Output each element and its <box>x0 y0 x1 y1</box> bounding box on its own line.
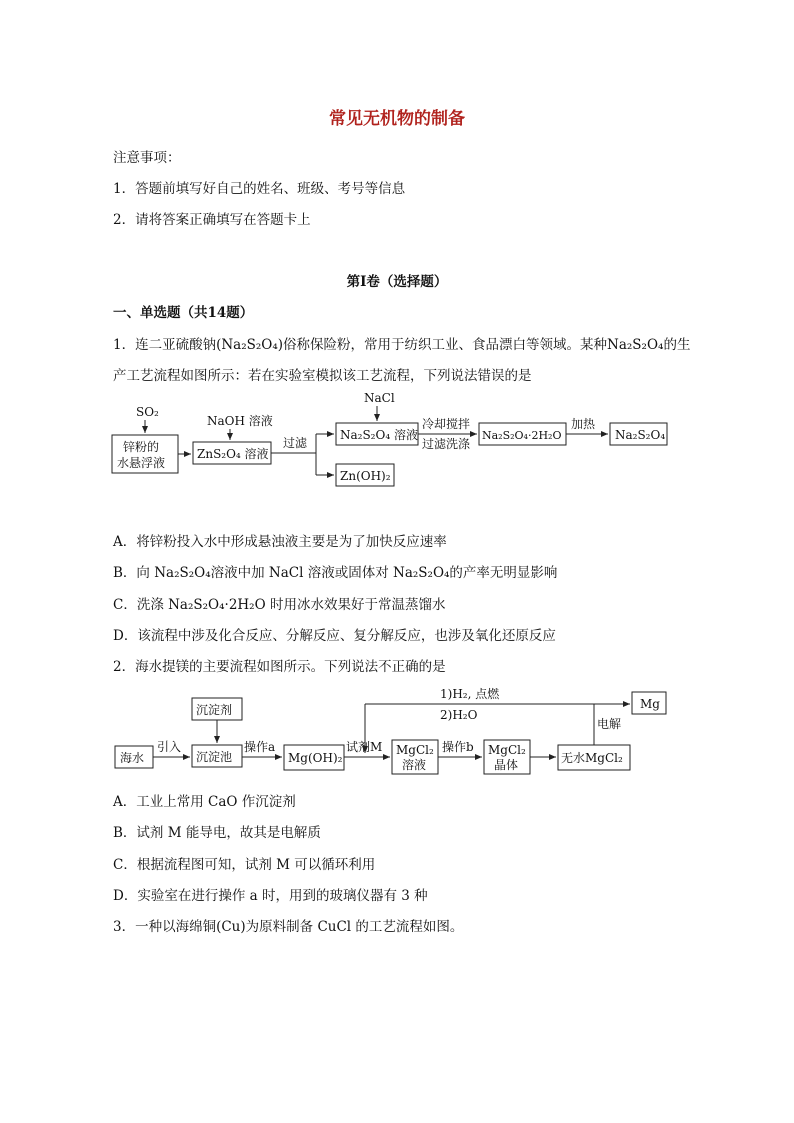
q2-electrolysis-label: 电解 <box>597 717 622 731</box>
q1-cool-l1: 冷却搅拌 <box>422 417 471 431</box>
q1-box-na2s2o4-sol-text: Na₂S₂O₄ 溶液 <box>340 428 418 442</box>
q1-stem-line1: 1．连二亚硫酸钠(Na₂S₂O₄)俗称保险粉，常用于纺织工业、食品漂白等领域。某种Na₂S₂O₄的生 <box>113 337 691 353</box>
q1-box-zinc-l1: 锌粉的 <box>123 440 160 454</box>
q2-mgcl2-sol-l1: MgCl₂ <box>396 743 434 757</box>
q2-op-b-label: 操作b <box>442 740 474 754</box>
q1-option-a: A．将锌粉投入水中形成悬浊液主要是为了加快反应速率 <box>113 534 447 550</box>
q1-box-zinc-l2: 水悬浮液 <box>117 456 166 470</box>
q1-filter-label: 过滤 <box>283 436 308 450</box>
part-heading: 一、单选题（共14题） <box>113 305 254 321</box>
q2-mgcl2-cry-l2: 晶体 <box>494 758 519 772</box>
q2-option-b: B．试剂 M 能导电，故其是电解质 <box>113 825 321 841</box>
q2-option-d: D．实验室在进行操作 a 时，用到的玻璃仪器有 3 种 <box>113 888 428 904</box>
q2-option-a: A．工业上常用 CaO 作沉淀剂 <box>113 794 296 810</box>
q2-seawater-text: 海水 <box>120 751 145 765</box>
q1-option-c: C．洗涤 Na₂S₂O₄·2H₂O 时用冰水效果好于常温蒸馏水 <box>113 597 446 613</box>
q1-box-product-text: Na₂S₂O₄ <box>615 428 666 442</box>
q2-mgcl2-cry-l1: MgCl₂ <box>488 743 526 757</box>
q1-so2-label: SO₂ <box>136 405 159 419</box>
q1-box-znoh2-text: Zn(OH)₂ <box>340 469 391 483</box>
q2-step2-label: 2)H₂O <box>440 708 478 722</box>
q1-option-d: D．该流程中涉及化合反应、分解反应、复分解反应，也涉及氧化还原反应 <box>113 628 556 644</box>
q1-naoh-label: NaOH 溶液 <box>207 414 273 428</box>
q1-stem-line2: 产工艺流程如图所示：若在实验室模拟该工艺流程，下列说法错误的是 <box>113 368 532 384</box>
q1-box-hydrate-text: Na₂S₂O₄·2H₂O <box>482 429 562 442</box>
q1-nacl-label: NaCl <box>364 391 395 405</box>
q2-mgcl2-sol-l2: 溶液 <box>402 758 427 772</box>
q1-option-b: B．向 Na₂S₂O₄溶液中加 NaCl 溶液或固体对 Na₂S₂O₄的产率无明显影响 <box>113 565 558 581</box>
q3-stem: 3．一种以海绵铜(Cu)为原料制备 CuCl 的工艺流程如图。 <box>113 919 464 935</box>
section-heading: 第I卷（选择题） <box>346 274 448 290</box>
q2-stem: 2．海水提镁的主要流程如图所示。下列说法不正确的是 <box>113 659 446 675</box>
q2-tank-text: 沉淀池 <box>196 750 233 764</box>
notes-heading: 注意事项： <box>113 150 181 166</box>
q1-box-zns2o4-text: ZnS₂O₄ 溶液 <box>197 447 269 461</box>
q2-step1-label: 1)H₂, 点燃 <box>440 687 500 701</box>
q2-mgoh2-text: Mg(OH)₂ <box>288 751 343 765</box>
q1-cool-l2: 过滤洗涤 <box>422 437 471 451</box>
page-title: 常见无机物的制备 <box>329 109 465 129</box>
q1-heat-label: 加热 <box>571 417 596 431</box>
q2-mg-text: Mg <box>640 697 660 711</box>
q2-anhydrous-text: 无水MgCl₂ <box>561 751 623 765</box>
q2-precipitant-text: 沉淀剂 <box>196 703 233 717</box>
note-item-1: 1．答题前填写好自己的姓名、班级、考号等信息 <box>113 181 406 197</box>
q2-intro-label: 引入 <box>157 740 182 754</box>
q2-option-c: C．根据流程图可知，试剂 M 可以循环利用 <box>113 857 376 873</box>
q2-op-a-label: 操作a <box>244 740 276 754</box>
note-item-2: 2．请将答案正确填写在答题卡上 <box>113 212 311 228</box>
q2-reagent-label: 试剂M <box>346 740 383 754</box>
